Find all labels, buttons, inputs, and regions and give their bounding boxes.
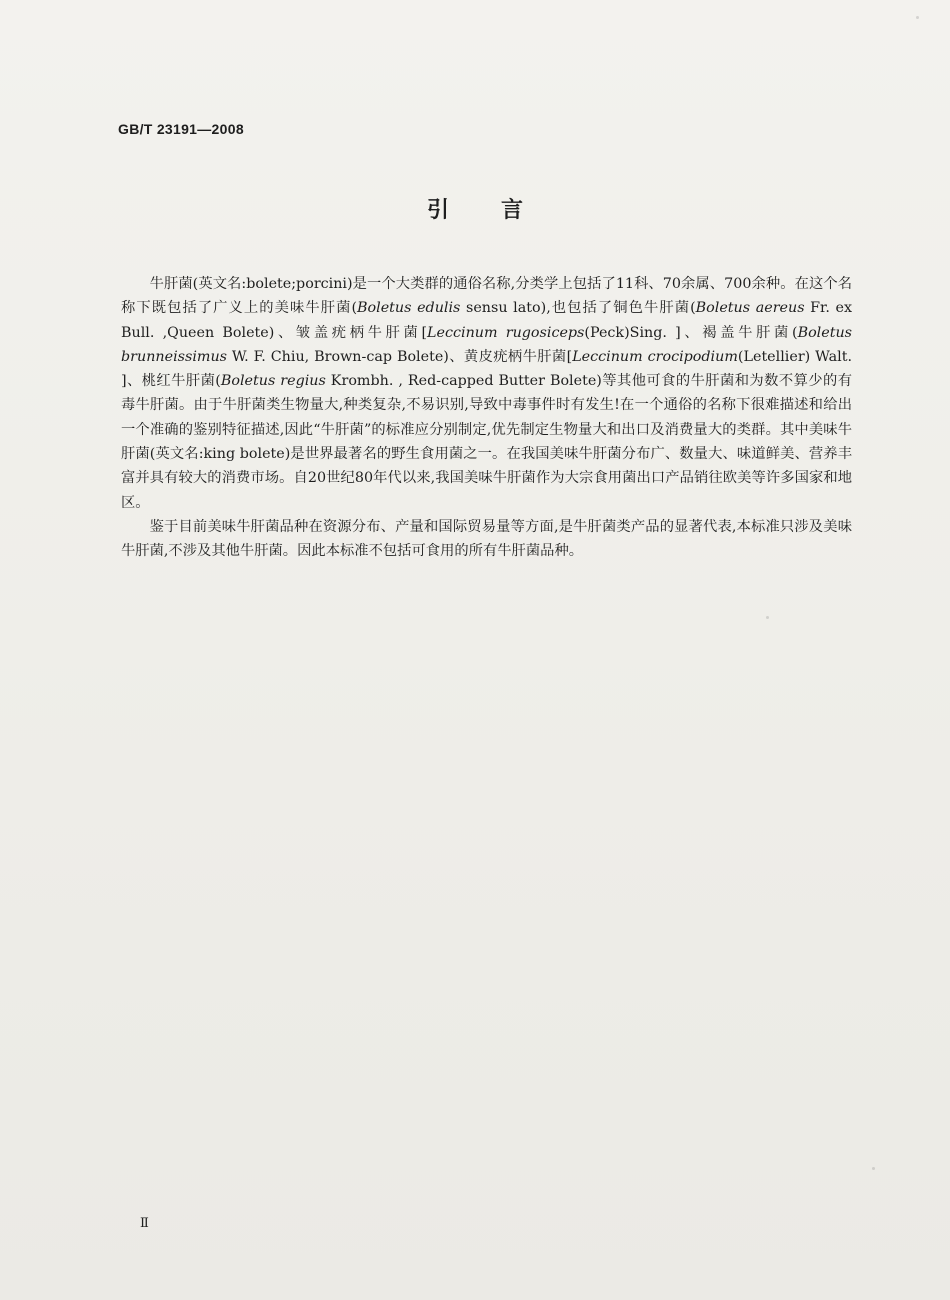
page-number: Ⅱ <box>140 1216 149 1231</box>
text-run: (Letellier) Walt. ]、桃红牛肝菌( <box>121 348 852 390</box>
scan-speck <box>766 616 769 619</box>
scientific-name: Boletus aereus <box>695 300 805 317</box>
scan-speck <box>872 1167 875 1170</box>
text-run: 牛肝菌(英文名:bolete;porcini)是一个大类群的通俗名称,分类学上包括了11科、70余属、700余种。在这个名称下既包括了广义上的美味牛肝菌( <box>121 276 852 317</box>
text-run: (Peck)Sing. ]、褐盖牛肝菌( <box>584 324 798 341</box>
text-run: Fr. ex Bull. ,Queen Bolete)、皱盖疣柄牛肝菌[ <box>121 300 853 341</box>
scientific-name: Leccinum crocipodium <box>572 348 738 365</box>
page-title: 引言 <box>426 198 575 223</box>
text-run: 鉴于目前美味牛肝菌品种在资源分布、产量和国际贸易量等方面,是牛肝菌类产品的显著代表,本标准只涉及美味牛肝菌,不涉及其他牛肝菌。因此本标准不包括可食用的所有牛肝菌品种。 <box>121 518 852 560</box>
text-run: W. F. Chiu, Brown-cap Bolete)、黄皮疣柄牛肝菌[ <box>227 348 573 365</box>
scan-speck <box>916 16 919 19</box>
text-run: Krombh. , Red-capped Butter Bolete)等其他可食的牛肝菌和为数不算少的有毒牛肝菌。由于牛肝菌类生物量大,种类复杂,不易识别,导致中毒事件时有发生!在一个通俗的名称下很难描述和给出一个准确的鉴别特征描述,因此“牛肝菌”的标准应分别制定,优先制定生物量大和出口及消费量大的类群。其中美味牛肝菌(英文名:king bolete)是世界最著名的野生食用菌之一。在我国美味牛肝菌分布广、数量大、味道鲜美、营养丰富并具有较大的消费市场。自20世纪80年代以来,我国美味牛肝菌作为大宗食用菌出口产品销往欧美等许多国家和地区。 <box>121 373 853 511</box>
paragraph-2 <box>121 515 852 564</box>
scientific-name: Boletus edulis <box>357 300 461 317</box>
scientific-name: Boletus regius <box>220 373 326 390</box>
text-run: sensu lato),也包括了铜色牛肝菌( <box>460 300 696 317</box>
body-text <box>121 272 852 564</box>
standard-code: GB/T 23191—2008 <box>118 121 244 137</box>
paragraph-1 <box>121 272 852 515</box>
scientific-name: Leccinum rugosiceps <box>427 324 585 341</box>
scientific-name: Boletus brunneissimus <box>121 324 852 365</box>
